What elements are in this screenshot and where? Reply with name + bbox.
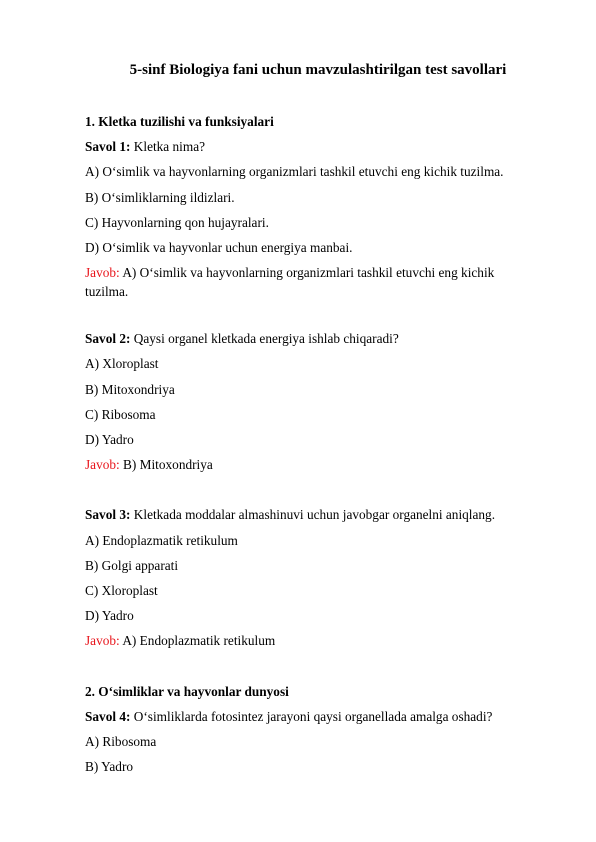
answer-text: A) Endoplazmatik retikulum — [122, 633, 276, 649]
question — [85, 326, 535, 351]
document-title: 5-sinf Biologiya fani uchun mavzulashtirilgan test savollari — [129, 62, 507, 78]
answer-option: A) Ribosoma — [85, 734, 157, 750]
document-body — [85, 109, 535, 779]
question — [85, 502, 535, 527]
answer-option: C) Xloroplast — [85, 583, 158, 599]
question-label: Savol 4: — [85, 708, 131, 724]
question — [85, 704, 535, 729]
answer-option: A) Xloroplast — [85, 356, 159, 372]
question-label: Savol 1: — [85, 139, 131, 155]
answer-text: B) Mitoxondriya — [123, 457, 213, 473]
answer-label: Javob: — [85, 457, 120, 473]
question-label: Savol 3: — [85, 507, 131, 523]
answer-option: D) O‘simlik va hayvonlar uchun energiya manbai. — [85, 240, 353, 256]
question — [85, 134, 535, 159]
answer-text: A) O‘simlik va hayvonlarning organizmlari tashkil etuvchi eng kichik tuzilma. — [85, 265, 495, 300]
spacer — [85, 304, 535, 326]
question-text: Kletkada moddalar almashinuvi uchun javobgar organelni aniqlang. — [133, 507, 496, 523]
answer-option: A) Endoplazmatik retikulum — [85, 532, 238, 548]
answer-label: Javob: — [85, 265, 120, 281]
answer-option: D) Yadro — [85, 608, 134, 624]
answer-option: C) Hayvonlarning qon hujayralari. — [85, 214, 269, 230]
section-heading: 2. O‘simliklar va hayvonlar dunyosi — [85, 683, 289, 699]
answer-option: D) Yadro — [85, 432, 134, 448]
answer-option: B) O‘simliklarning ildizlari. — [85, 189, 235, 205]
correct-answer — [85, 452, 535, 477]
correct-answer — [85, 628, 535, 653]
question-text: Kletka nima? — [133, 139, 206, 155]
answer-option: B) Yadro — [85, 759, 134, 775]
question-text: Qaysi organel kletkada energiya ishlab chiqaradi? — [133, 331, 399, 347]
answer-option: B) Mitoxondriya — [85, 381, 175, 397]
question-text: O‘simliklarda fotosintez jarayoni qaysi organellada amalga oshadi? — [133, 708, 493, 724]
answer-option: A) O‘simlik va hayvonlarning organizmlari tashkil etuvchi eng kichik tuzilma. — [85, 164, 504, 180]
section-heading: 1. Kletka tuzilishi va funksiyalari — [85, 114, 274, 129]
answer-label: Javob: — [85, 633, 120, 649]
spacer — [85, 477, 535, 502]
answer-option: C) Ribosoma — [85, 406, 156, 422]
answer-option: B) Golgi apparati — [85, 557, 179, 573]
correct-answer — [85, 260, 535, 304]
spacer — [85, 654, 535, 679]
question-label: Savol 2: — [85, 331, 131, 347]
